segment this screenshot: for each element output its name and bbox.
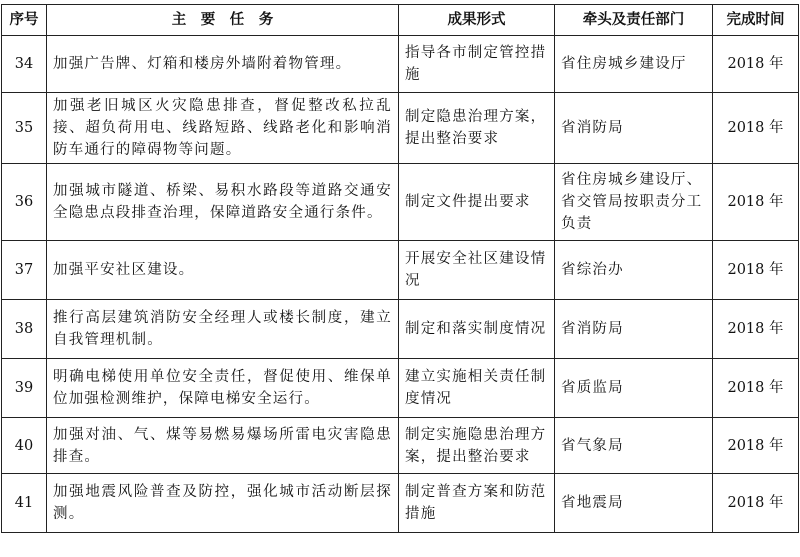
row-department: 省地震局: [555, 474, 713, 533]
table-row: [2, 241, 799, 300]
row-department: 省气象局: [555, 418, 713, 474]
row-department: 省住房城乡建设厅: [555, 36, 713, 93]
row-serial: 41: [2, 474, 47, 533]
row-task: 加强地震风险普查及防控，强化城市活动断层探测。: [47, 474, 399, 533]
row-deadline: 2018 年: [713, 36, 799, 93]
row-outcome: 制定隐患治理方案，提出整治要求: [399, 93, 555, 164]
row-task: 明确电梯使用单位安全责任，督促使用、维保单位加强检测维护，保障电梯安全运行。: [47, 359, 399, 418]
row-task: 加强对油、气、煤等易燃易爆场所雷电灾害隐患排查。: [47, 418, 399, 474]
row-deadline: 2018 年: [713, 418, 799, 474]
table-row: [2, 36, 799, 93]
row-task: 加强广告牌、灯箱和楼房外墙附着物管理。: [47, 36, 399, 93]
header-deadline: 完成时间: [713, 5, 799, 36]
row-outcome: 制定文件提出要求: [399, 164, 555, 241]
row-department: 省住房城乡建设厅、省交管局按职责分工负责: [555, 164, 713, 241]
row-department: 省消防局: [555, 93, 713, 164]
header-serial: 序号: [2, 5, 47, 36]
task-table: [1, 4, 799, 533]
row-outcome: 制定和落实制度情况: [399, 300, 555, 359]
row-deadline: 2018 年: [713, 241, 799, 300]
row-serial: 40: [2, 418, 47, 474]
row-deadline: 2018 年: [713, 474, 799, 533]
row-task: 推行高层建筑消防安全经理人或楼长制度，建立自我管理机制。: [47, 300, 399, 359]
table-row: [2, 93, 799, 164]
table-row: [2, 418, 799, 474]
row-serial: 39: [2, 359, 47, 418]
row-serial: 37: [2, 241, 47, 300]
row-serial: 34: [2, 36, 47, 93]
row-outcome: 指导各市制定管控措施: [399, 36, 555, 93]
row-task: 加强平安社区建设。: [47, 241, 399, 300]
header-row: [2, 5, 799, 36]
row-deadline: 2018 年: [713, 300, 799, 359]
row-outcome: 制定普查方案和防范措施: [399, 474, 555, 533]
row-task: 加强老旧城区火灾隐患排查，督促整改私拉乱接、超负荷用电、线路短路、线路老化和影响消防车通行的障碍物等问题。: [47, 93, 399, 164]
header-department: 牵头及责任部门: [555, 5, 713, 36]
row-serial: 35: [2, 93, 47, 164]
header-task: 主 要 任 务: [47, 5, 399, 36]
row-deadline: 2018 年: [713, 164, 799, 241]
table-row: [2, 164, 799, 241]
table-row: [2, 474, 799, 533]
row-deadline: 2018 年: [713, 93, 799, 164]
table-row: [2, 300, 799, 359]
row-serial: 38: [2, 300, 47, 359]
row-deadline: 2018 年: [713, 359, 799, 418]
row-outcome: 建立实施相关责任制度情况: [399, 359, 555, 418]
row-department: 省综治办: [555, 241, 713, 300]
row-outcome: 制定实施隐患治理方案，提出整治要求: [399, 418, 555, 474]
row-department: 省质监局: [555, 359, 713, 418]
row-serial: 36: [2, 164, 47, 241]
table-row: [2, 359, 799, 418]
row-task: 加强城市隧道、桥梁、易积水路段等道路交通安全隐患点段排查治理，保障道路安全通行条件。: [47, 164, 399, 241]
row-outcome: 开展安全社区建设情况: [399, 241, 555, 300]
header-outcome: 成果形式: [399, 5, 555, 36]
row-department: 省消防局: [555, 300, 713, 359]
